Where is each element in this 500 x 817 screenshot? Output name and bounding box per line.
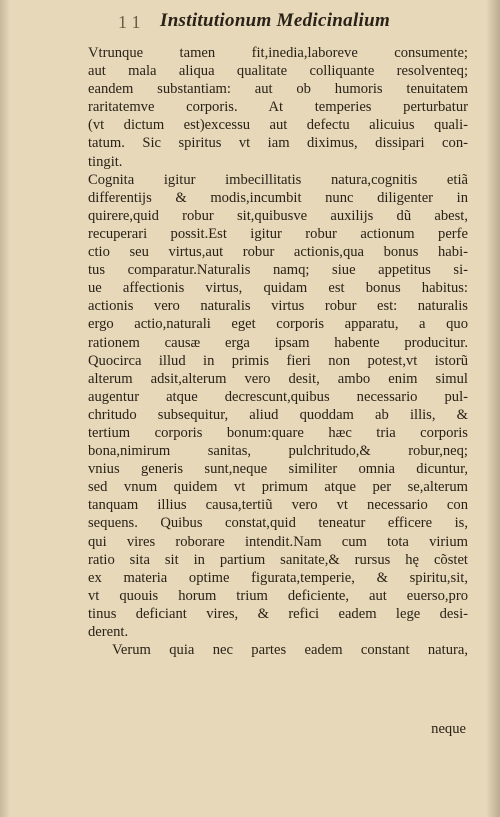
- text-line: derent.: [88, 624, 129, 640]
- text-line: actionis vero naturalis virtus robur est: naturalis: [88, 298, 468, 315]
- text-line: Vtrunque tamen fit,inedia,laboreve consumente;: [88, 45, 468, 61]
- text-line: rationem causæ erga ipsam habente producitur.: [88, 334, 468, 351]
- text-line: chritudo subsequitur, aliud quoddam ab illis, &: [88, 406, 468, 423]
- text-line: augentur atque decrescunt,quibus necessario pul-: [88, 388, 468, 405]
- page-number: 1 1: [118, 12, 141, 32]
- text-line: raritatemve corporis. At temperies perturbatur: [88, 99, 468, 116]
- page-edge-shadow: [486, 0, 500, 817]
- text-line: sequens. Quibus constat,quid teneatur efficere is,: [88, 515, 468, 532]
- text-line: Quocirca illud in primis fieri non potest,vt istorũ: [88, 352, 468, 369]
- text-line: tanquam illius causa,tertiũ vero vt necessario con: [88, 497, 468, 514]
- text-line: eandem substantiam: aut ob humoris tenuitatem: [88, 81, 468, 98]
- text-line: tinus deficiant vires, & refici eadem lege desi-: [88, 605, 468, 622]
- text-line: aut mala aliqua qualitate colliquante resolventeq;: [88, 63, 468, 80]
- text-line: ctio seu virtus,aut robur actionis,qua bonus habi-: [88, 244, 468, 261]
- text-line: sed vnum quidem vt primum atque per se,alterum: [88, 479, 468, 496]
- gutter-shadow: [0, 0, 10, 817]
- text-line: Verum quia nec partes eadem constant natura,: [112, 642, 468, 659]
- text-line: Cognita igitur imbecillitatis natura,cognitis etiã: [88, 171, 468, 188]
- text-line: tingit.: [88, 153, 123, 170]
- running-title: Institutionum Medicinalium: [160, 10, 391, 31]
- text-line: tatum. Sic spiritus vt iam diximus, dissipari con-: [88, 135, 468, 152]
- text-line: tus comparatur.Naturalis namq; siue appetitus si-: [88, 262, 468, 279]
- text-line: ex materia optime figurata,temperie, & spiritu,sit,: [88, 569, 468, 586]
- text-line: vt quouis horum trium deficiente, aut euerso,pro: [88, 587, 468, 604]
- text-line: alterum adsit,alterum vero desit, ambo enim simul: [88, 370, 468, 387]
- text-line: (vt dictum est)excessu aut defectu alicuius quali-: [88, 117, 468, 134]
- text-line: vnius generis sunt,neque similiter omnia dicuntur,: [88, 461, 468, 478]
- text-line: recuperari possit.Est igitur robur actionum perfe: [88, 225, 468, 242]
- text-line: qui vires roborare intendit.Nam cum tota virium: [88, 533, 468, 550]
- text-line: bona,nimirum sanitas, pulchritudo,& robur,neq;: [88, 443, 468, 460]
- body-text: [88, 44, 468, 659]
- text-line: ratio sita sit in partium sanitate,& rursus hę cõstet: [88, 551, 468, 568]
- text-line: tertium corporis bonum:quare hæc tria corporis: [88, 424, 468, 441]
- text-line: differentijs & modis,incumbit nunc diligenter in: [88, 189, 468, 206]
- text-line: ergo actio,naturali eget corporis apparatu, a quo: [88, 316, 468, 333]
- catchword: neque: [431, 721, 466, 737]
- text-line: ue affectionis virtus, quidam est bonus habitus:: [88, 280, 468, 297]
- text-line: quirere,quid robur sit,quibusve auxilijs dũ abest,: [88, 207, 468, 224]
- page-header: [110, 8, 480, 36]
